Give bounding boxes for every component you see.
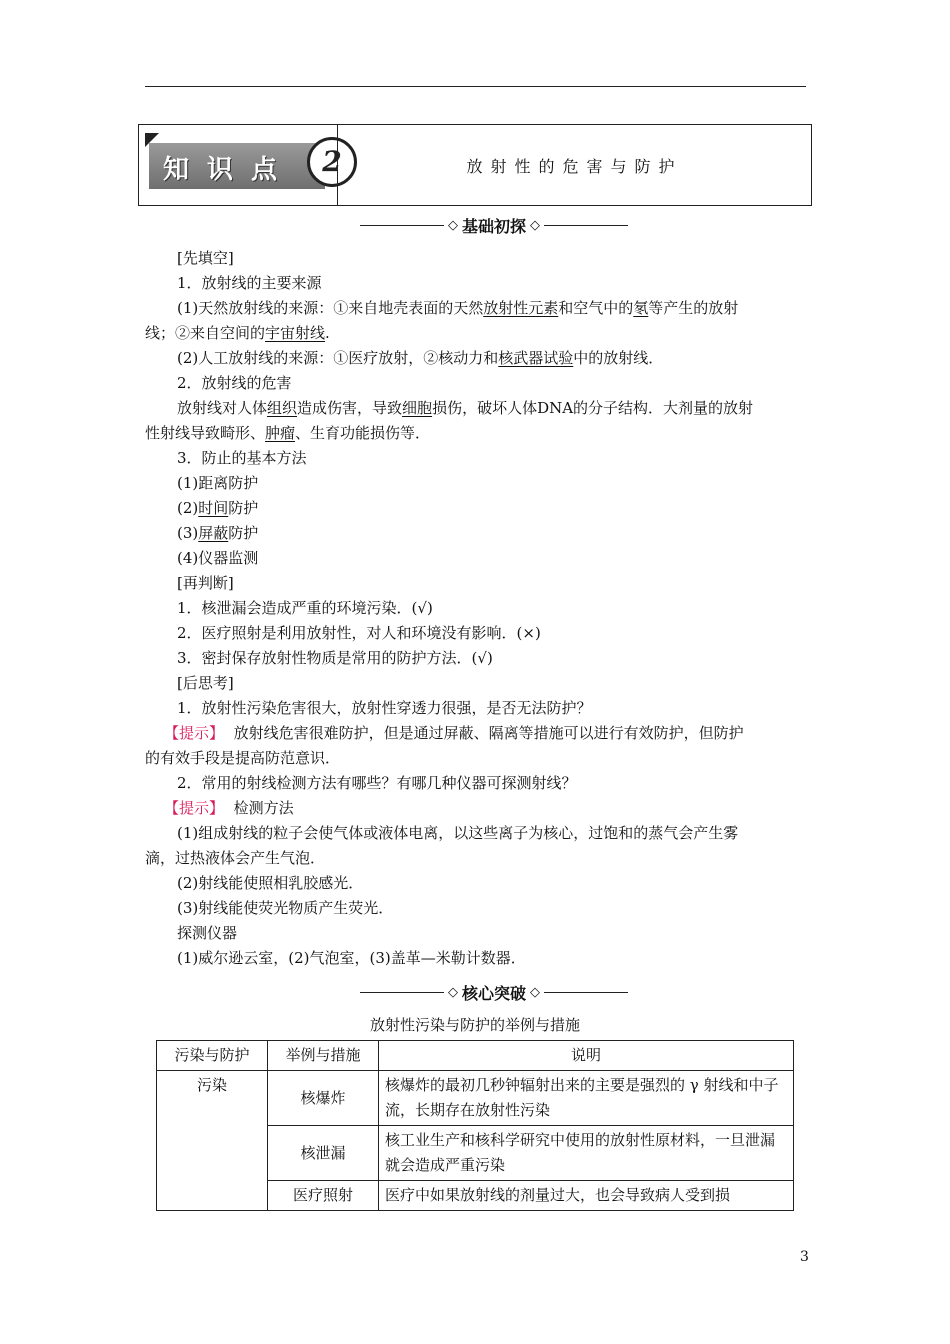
table-header-cell: 说明 — [379, 1041, 794, 1071]
text-line: [后思考] — [177, 674, 234, 692]
section-title: 放射性的危害与防护 — [337, 125, 811, 205]
text-line: 探测仪器 — [177, 924, 238, 942]
table-cell: 核爆炸的最初几秒钟辐射出来的主要是强烈的 γ 射线和中子流，长期存在放射性污染 — [379, 1071, 794, 1126]
text-line: (2)时间防护 — [177, 499, 259, 517]
badge-label: 知识点 — [163, 155, 296, 185]
text-line: (1)距离防护 — [177, 474, 259, 492]
divider-basic: ◇ 基础初探 ◇ — [360, 215, 628, 235]
text-line: 滴，过热液体会产生气泡． — [145, 849, 326, 867]
table-caption: 放射性污染与防护的举例与措施 — [369, 1016, 580, 1034]
text-line: 3．防止的基本方法 — [177, 449, 307, 467]
table-header-row — [157, 1041, 794, 1071]
text-line: 【提示】 放射线危害很难防护，但是通过屏蔽、隔离等措施可以进行有效防护，但防护 — [164, 724, 744, 742]
blank-answer: 核武器试验 — [498, 349, 574, 367]
hint-label: 【提示】 — [164, 799, 225, 817]
text-line: (2)人工放射线的来源：①医疗放射，②核动力和核武器试验中的放射线． — [177, 349, 664, 367]
badge-corner-mark — [145, 133, 159, 147]
table-row — [157, 1071, 794, 1126]
blank-answer: 肿瘤 — [265, 424, 296, 442]
table-header-cell: 污染与防护 — [157, 1041, 268, 1071]
divider-core: ◇ 核心突破 ◇ — [360, 982, 628, 1002]
top-rule — [145, 86, 806, 87]
text-line: [再判断] — [177, 574, 234, 592]
table-cell: 医疗照射 — [268, 1181, 379, 1211]
table-cell: 核爆炸 — [268, 1071, 379, 1126]
blank-answer: 氡 — [633, 299, 649, 317]
badge-number: 2 — [307, 137, 357, 187]
blank-answer: 细胞 — [402, 399, 433, 417]
blank-answer: 放射性元素 — [483, 299, 559, 317]
text-line: 1．核泄漏会造成严重的环境污染．(√) — [177, 599, 433, 617]
blank-answer: 时间 — [198, 499, 229, 517]
section-header — [138, 124, 812, 206]
text-line: 1．放射性污染危害很大，放射性穿透力很强，是否无法防护？ — [177, 699, 592, 717]
divider-core-title: 核心突破 — [462, 983, 527, 1003]
table-group-cell: 污染 — [157, 1071, 268, 1211]
text-line: [先填空] — [177, 249, 234, 267]
text-line: (1)天然放射线的来源：①来自地壳表面的天然放射性元素和空气中的氡等产生的放射 — [177, 299, 739, 317]
text-line: (4)仪器监测 — [177, 549, 259, 567]
text-line: 3．密封保存放射性物质是常用的防护方法．(√) — [177, 649, 493, 667]
blank-answer: 组织 — [267, 399, 298, 417]
text-line: (1)组成射线的粒子会使气体或液体电离，以这些离子为核心，过饱和的蒸气会产生雾 — [177, 824, 739, 842]
text-line: 2．放射线的危害 — [177, 374, 292, 392]
table-cell: 医疗中如果放射线的剂量过大，也会导致病人受到损 — [379, 1181, 794, 1211]
table-header-cell: 举例与措施 — [268, 1041, 379, 1071]
text-line: (1)威尔逊云室，(2)气泡室，(3)盖革—米勒计数器． — [177, 949, 526, 967]
text-line: (3)屏蔽防护 — [177, 524, 259, 542]
blank-answer: 屏蔽 — [198, 524, 229, 542]
text-line: 的有效手段是提高防范意识． — [145, 749, 341, 767]
table-cell: 核工业生产和核科学研究中使用的放射性原材料，一旦泄漏就会造成严重污染 — [379, 1126, 794, 1181]
page-number: 3 — [800, 1249, 809, 1265]
divider-basic-title: 基础初探 — [462, 216, 527, 236]
blank-answer: 宇宙射线 — [265, 324, 326, 342]
hint-label: 【提示】 — [164, 724, 225, 742]
text-line: 【提示】 检测方法 — [164, 799, 294, 817]
text-line: 线；②来自空间的宇宙射线. — [145, 324, 330, 342]
text-line: (2)射线能使照相乳胶感光． — [177, 874, 364, 892]
text-line: 2．医疗照射是利用放射性，对人和环境没有影响．(×) — [177, 624, 541, 642]
text-line: 2．常用的射线检测方法有哪些？有哪几种仪器可探测射线？ — [177, 774, 577, 792]
text-line: 1．放射线的主要来源 — [177, 274, 322, 292]
table-cell: 核泄漏 — [268, 1126, 379, 1181]
text-line: (3)射线能使荧光物质产生荧光． — [177, 899, 394, 917]
text-line: 性射线导致畸形、肿瘤、生育功能损伤等． — [145, 424, 431, 442]
text-line: 放射线对人体组织造成伤害，导致细胞损伤，破坏人体DNA的分子结构．大剂量的放射 — [177, 399, 754, 417]
knowledge-point-badge — [141, 127, 342, 201]
pollution-table — [156, 1040, 794, 1211]
